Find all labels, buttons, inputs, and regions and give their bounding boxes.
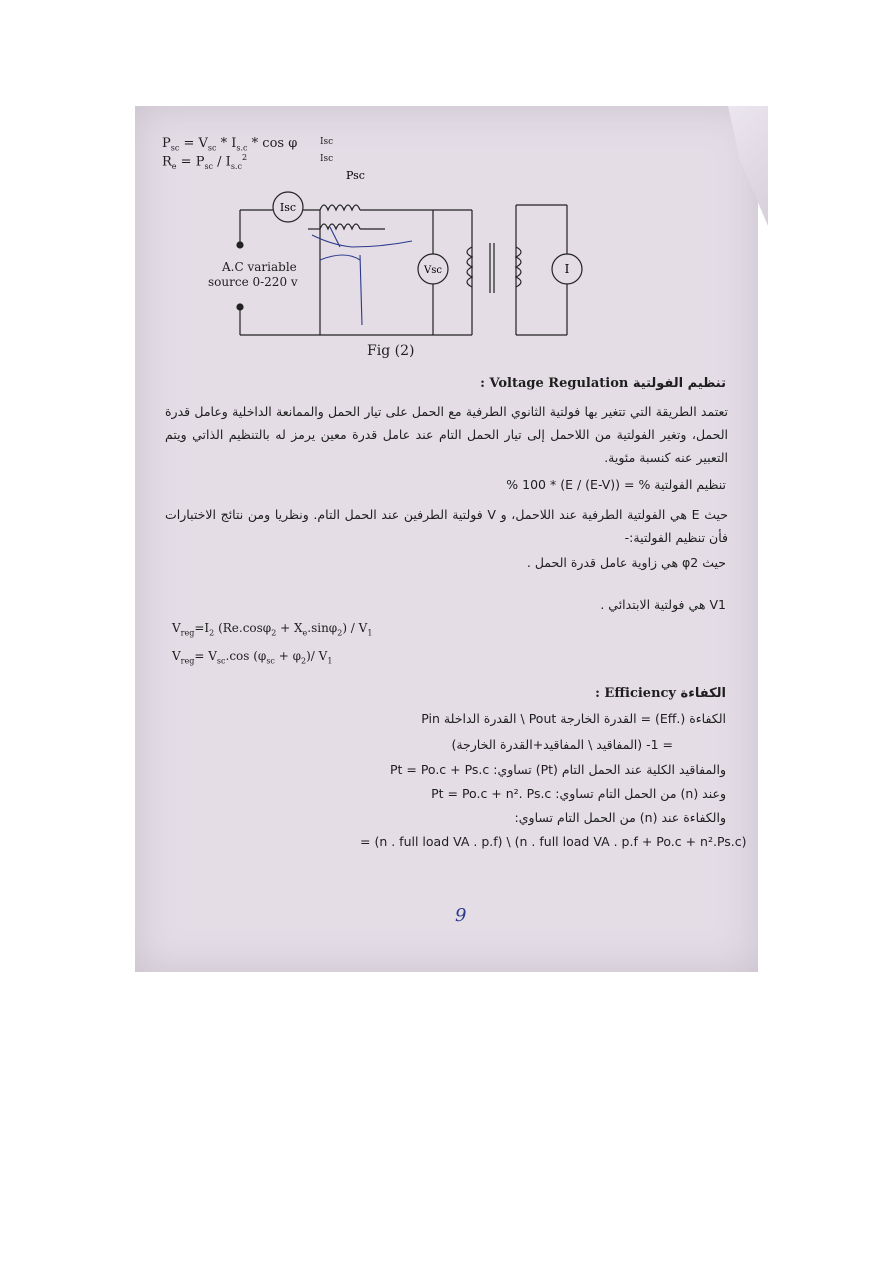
figure-caption: Fig (2): [367, 343, 415, 359]
efficiency-line-1: الكفاءة (.Eff) = القدرة الخارجة Pout \ القدرة الداخلة Pin: [421, 711, 726, 726]
pen-annotation-scribble: [312, 227, 412, 325]
re-formula: $R_e = P_{sc} / I_{s.c}^2$: [162, 153, 248, 171]
regulation-formula: تنظيم الفولتية % = ((E-V) / E) * 100 %: [506, 477, 726, 492]
efficiency-line-5: والكفاءة عند (n) من الحمل التام تساوي:: [514, 810, 726, 825]
vsc-meter-label: Vsc: [424, 265, 442, 276]
psc-formula: $P_{sc} = V_{sc} * I_{s.c} * \cos \varphi$: [162, 136, 298, 153]
efficiency-heading: الكفاءة Efficiency :: [595, 686, 726, 701]
vreg-formula-2: $V_{reg}= V_{sc}.\cos$ $(\varphi_{sc} + \varphi_2)/$ $V_1$: [172, 649, 333, 666]
page-number: 9: [455, 905, 467, 926]
source-label-line2: source 0-220 v: [208, 275, 298, 289]
efficiency-line-3: والمفاقيد الكلية عند الحمل التام (Pt) تساوي: Pt = Po.c + Ps.c: [389, 762, 726, 777]
vreg-formula-1: $V_{reg}=I_2$ $(Re.\cos\varphi_2 + X_e.\sin\varphi_2) / V_1$: [172, 621, 373, 638]
efficiency-line-4: وعند (n) من الحمل التام تساوي: Pt = Po.c + n². Ps.c: [431, 786, 726, 801]
v1-definition: V1 هي فولتية الابتدائي .: [600, 597, 726, 612]
phi2-definition: حيث φ2 هي زاوية عامل قدرة الحمل .: [526, 555, 726, 570]
where-e-definition: حيث E هي الفولتية الطرفية عند اللاحمل، و V فولتية الطرفين عند الحمل التام. ونظريا ومن نتائج الاختبارات فأن تنظيم الفولتية:-: [165, 507, 728, 545]
i-meter-label: I: [564, 262, 570, 276]
efficiency-line-2: = 1- (المفاقيد \ المفاقيد+القدرة الخارجة): [451, 737, 673, 752]
isc-meter-label: Isc: [279, 201, 297, 214]
isc-note-2: Isc: [320, 154, 334, 164]
source-label-line1: A.C variable: [222, 260, 297, 274]
efficiency-line-6: = (n . full load VA . p.f) \ (n . full load VA . p.f + Po.c + n².Ps.c): [360, 834, 747, 849]
psc-label: Psc: [346, 169, 365, 182]
voltage-regulation-paragraph: تعتمد الطريقة التي تتغير بها فولتية الثانوي الطرفية مع الحمل على تيار الحمل والممانعة الداخلية وعامل قدرة الحمل، وتغير الفولتية من اللاحمل إلى تيار الحمل التام عند عامل قدرة معين يرمز له بالتنظيم الذاتي ويتم التعبير عنه كنسبة مئوية.: [165, 404, 728, 465]
isc-note-1: Isc: [320, 137, 334, 147]
voltage-regulation-heading: تنظيم الفولتية Voltage Regulation :: [480, 376, 726, 391]
